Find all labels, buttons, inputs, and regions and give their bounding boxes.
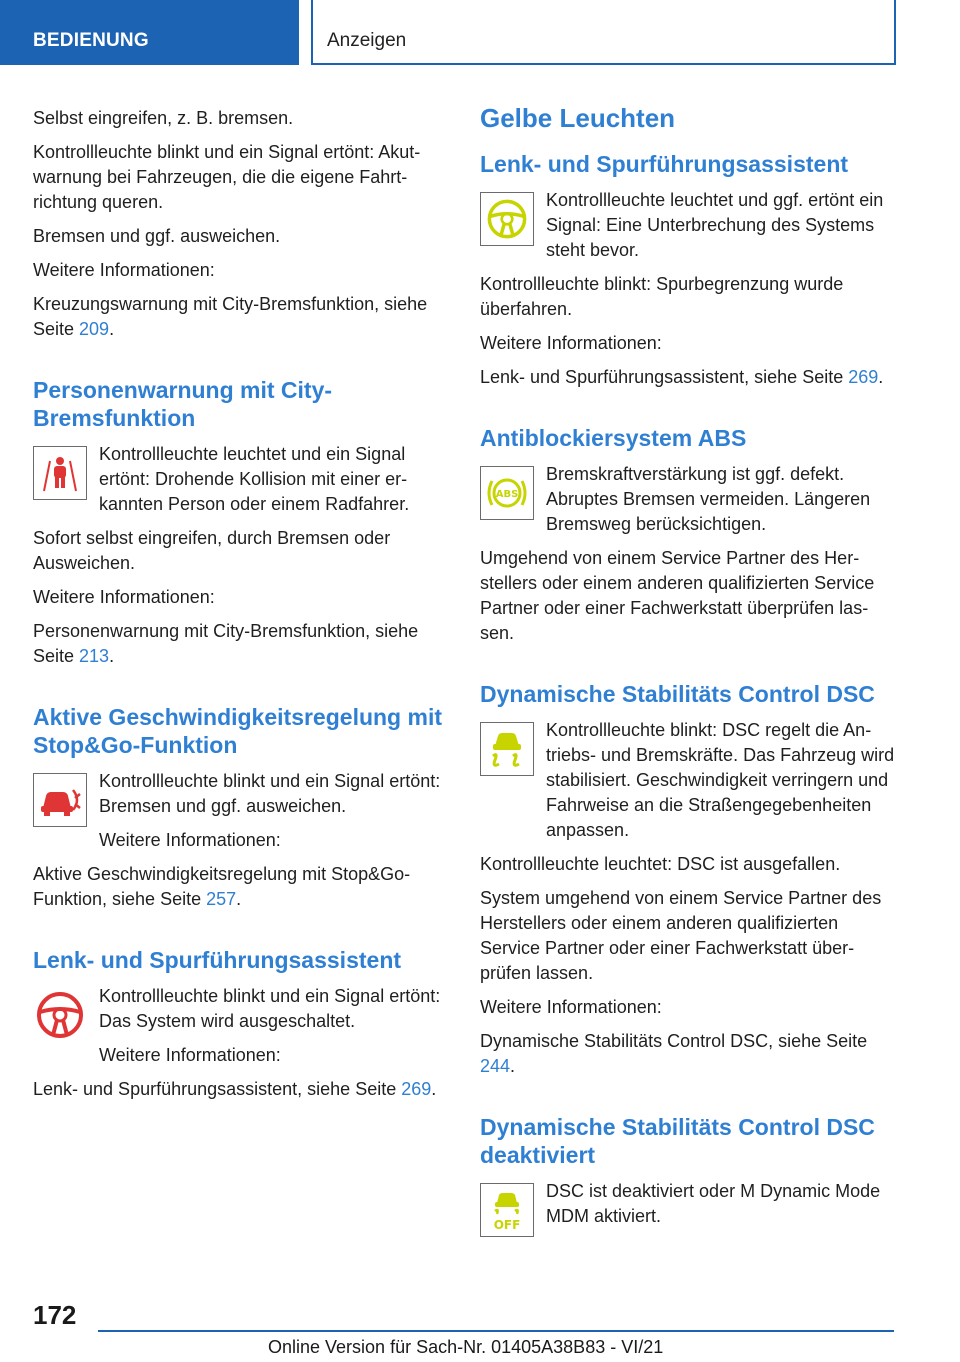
page-link-269-right[interactable]: 269	[848, 367, 879, 387]
page-link-257[interactable]: 257	[206, 889, 237, 909]
lenk-yellow-icon-text: Kontrollleuchte leuchtet und ggf. ertönt ein Signal: Eine Unterbrechung des Systems steht bevor.	[546, 190, 884, 260]
abs-warning-icon	[480, 466, 534, 520]
section-title-abs: Antiblockiersystem ABS	[480, 425, 747, 451]
left-column	[33, 106, 449, 1111]
header-section: BEDIENUNG	[0, 0, 299, 65]
dsc-off-icon	[480, 1183, 534, 1237]
dsc-icon-row	[480, 718, 896, 843]
personenwarnung-reference: Personenwarnung mit City-Bremsfunktion, siehe Seite 213.	[33, 621, 419, 666]
lenk-red-icon-row	[33, 984, 449, 1068]
personenwarnung-icon-row	[33, 442, 449, 517]
page-link-269-left[interactable]: 269	[401, 1079, 432, 1099]
page-link-209[interactable]: 209	[79, 319, 110, 339]
section-title-personenwarnung: Personenwarnung mit City-Bremsfunktion	[33, 377, 333, 431]
acc-reference: Aktive Geschwindigkeitsregelung mit Stop&Go-Funktion, siehe Seite 257.	[33, 864, 411, 909]
dsc-off-icon-text: DSC ist deaktiviert oder M Dynamic Mode MDM aktiviert.	[546, 1181, 881, 1226]
header-chapter: Anzeigen	[311, 0, 896, 65]
car-distance-warning-icon	[33, 773, 87, 827]
lenk-red-icon-text: Kontrollleuchte blinkt und ein Signal ertönt: Das System wird ausgeschaltet.	[99, 986, 441, 1031]
abs-p1: Umgehend von einem Service Partner des Herstellers oder einem anderen qualifizierten Service Partner oder einer Fachwerkstatt überprüfen lassen.	[480, 548, 875, 643]
intro-paragraph-2: Kontrollleuchte blinkt und ein Signal ertönt: Akutwarnung bei Fahrzeugen, die die eigene Fahrtrichtung queren.	[33, 142, 421, 212]
intro-paragraph-3: Bremsen und ggf. ausweichen.	[33, 226, 281, 246]
lenk-yellow-reference: Lenk- und Spurführungsassistent, siehe Seite 269.	[480, 367, 884, 387]
dsc-reference: Dynamische Stabilitäts Control DSC, siehe Seite 244.	[480, 1031, 868, 1076]
acc-p1: Weitere Informationen:	[99, 830, 281, 850]
page-number: 172	[33, 1300, 77, 1330]
lenk-red-p1: Weitere Informationen:	[99, 1045, 281, 1065]
section-title-gelbe-leuchten: Gelbe Leuchten	[480, 103, 676, 133]
pedestrian-warning-icon	[33, 446, 87, 500]
personenwarnung-icon-text: Kontrollleuchte leuchtet und ein Signal ertönt: Drohende Kollision mit einer erkannten Person oder einem Radfahrer.	[99, 444, 410, 514]
abs-icon-row	[480, 462, 896, 537]
lenk-yellow-p2: Weitere Informationen:	[480, 333, 662, 353]
page-link-244[interactable]: 244	[480, 1056, 511, 1076]
section-title-dsc: Dynamische Stabilitäts Control DSC	[480, 681, 875, 707]
abs-icon-label: ABS	[495, 489, 519, 500]
dsc-skid-icon	[480, 722, 534, 776]
acc-icon-row	[33, 769, 449, 853]
dsc-p2: System umgehend von einem Service Partner des Herstellers oder einem anderen qualifizierten Service Partner oder einer Fachwerkstatt überprüfen lassen.	[480, 888, 882, 983]
right-column	[480, 100, 896, 1235]
steering-wheel-yellow-icon	[480, 192, 534, 246]
intro-paragraph-1: Selbst eingreifen, z. B. bremsen.	[33, 108, 294, 128]
section-title-dsc-off: Dynamische Stabilitäts Control DSC deaktiviert	[480, 1114, 875, 1168]
section-title-acc: Aktive Geschwindigkeitsregelung mit Stop&Go-Funktion	[33, 704, 442, 758]
section-title-lenk-red: Lenk- und Spurführungsassistent	[33, 947, 402, 973]
dsc-off-icon-row	[480, 1179, 896, 1235]
lenk-red-reference: Lenk- und Spurführungsassistent, siehe Seite 269.	[33, 1079, 437, 1099]
lenk-yellow-icon-row	[480, 188, 896, 263]
personenwarnung-p1: Sofort selbst eingreifen, durch Bremsen oder Ausweichen.	[33, 528, 391, 573]
section-title-lenk-yellow: Lenk- und Spurführungsassistent	[480, 151, 849, 177]
dsc-p3: Weitere Informationen:	[480, 997, 662, 1017]
personenwarnung-p2: Weitere Informationen:	[33, 587, 215, 607]
abs-icon-text: Bremskraftverstärkung ist ggf. defekt. Abruptes Bremsen vermeiden. Längeren Bremsweg berücksichtigen.	[546, 464, 871, 534]
page-link-213[interactable]: 213	[79, 646, 110, 666]
acc-icon-text: Kontrollleuchte blinkt und ein Signal ertönt: Bremsen und ggf. ausweichen.	[99, 771, 441, 816]
lenk-yellow-p1: Kontrollleuchte blinkt: Spurbegrenzung wurde überfahren.	[480, 274, 844, 319]
dsc-off-icon-label: OFF	[493, 1218, 521, 1232]
intro-paragraph-4: Weitere Informationen:	[33, 260, 215, 280]
footer-text: Online Version für Sach-Nr. 01405A38B83 - VI/21	[268, 1337, 664, 1357]
dsc-p1: Kontrollleuchte leuchtet: DSC ist ausgefallen.	[480, 854, 841, 874]
footer-divider	[98, 1330, 894, 1332]
dsc-icon-text: Kontrollleuchte blinkt: DSC regelt die Antriebs- und Bremskräfte. Das Fahrzeug wird stabilisiert. Geschwindigkeit verringern und Fahrweise an die Straßengegebenheiten anpassen.	[546, 720, 895, 840]
steering-wheel-red-icon	[33, 988, 87, 1042]
intro-reference: Kreuzungswarnung mit City-Bremsfunktion, siehe Seite 209.	[33, 294, 428, 339]
